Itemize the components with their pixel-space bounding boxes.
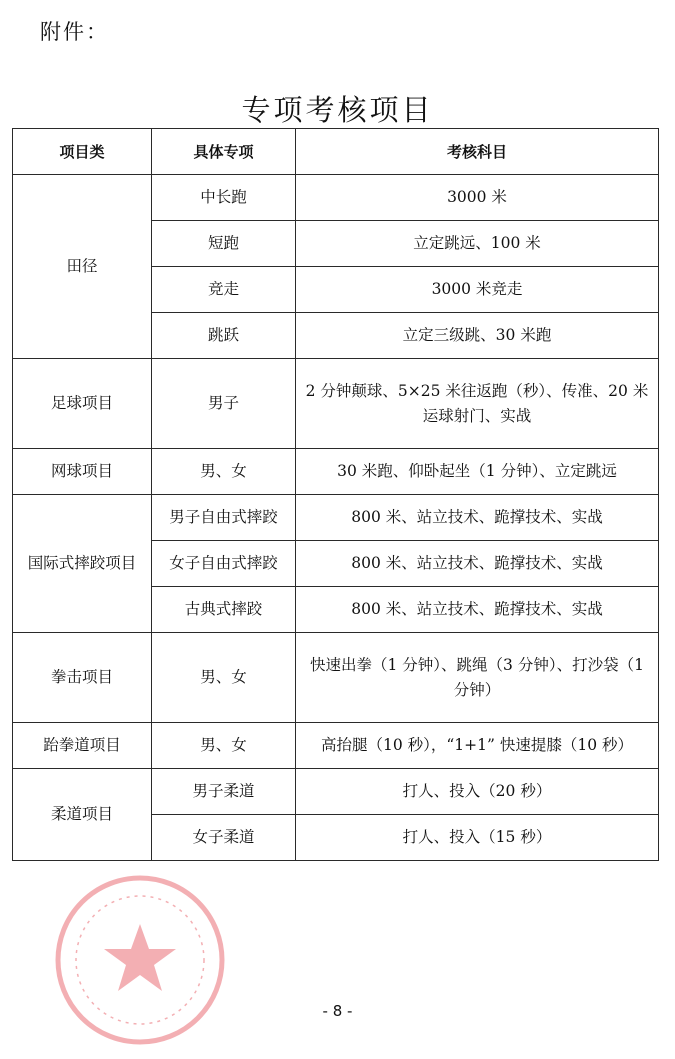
- subjects-cell: 800 米、站立技术、跪撑技术、实战: [296, 541, 659, 587]
- specialty-cell: 男子自由式摔跤: [152, 495, 296, 541]
- category-cell: 拳击项目: [13, 633, 152, 723]
- header-subjects: 考核科目: [296, 129, 659, 175]
- subjects-cell: 打人、投入（20 秒）: [296, 769, 659, 815]
- subjects-cell: 快速出拳（1 分钟）、跳绳（3 分钟）、打沙袋（1 分钟）: [296, 633, 659, 723]
- document-title: 专项考核项目: [241, 93, 434, 127]
- specialty-cell: 男子柔道: [152, 769, 296, 815]
- table-header-row: [13, 129, 659, 175]
- category-cell: 跆拳道项目: [13, 723, 152, 769]
- category-cell: 国际式摔跤项目: [13, 495, 152, 633]
- specialty-cell: 男、女: [152, 633, 296, 723]
- specialty-cell: 古典式摔跤: [152, 587, 296, 633]
- specialty-cell: 男、女: [152, 449, 296, 495]
- subjects-cell: 3000 米: [296, 175, 659, 221]
- category-cell: 田径: [13, 175, 152, 359]
- page-number: - 8 -: [322, 1002, 353, 1020]
- subjects-cell: 高抬腿（10 秒），“1+1” 快速提膝（10 秒）: [296, 723, 659, 769]
- specialty-cell: 中长跑: [152, 175, 296, 221]
- specialty-cell: 女子柔道: [152, 815, 296, 861]
- table-row: [13, 359, 659, 449]
- specialty-cell: 男、女: [152, 723, 296, 769]
- category-cell: 网球项目: [13, 449, 152, 495]
- subjects-cell: 3000 米竞走: [296, 267, 659, 313]
- subjects-cell: 30 米跑、仰卧起坐（1 分钟）、立定跳远: [296, 449, 659, 495]
- table-row: [13, 769, 659, 815]
- star-icon: [104, 924, 176, 991]
- table-row: [13, 723, 659, 769]
- subjects-cell: 800 米、站立技术、跪撑技术、实战: [296, 495, 659, 541]
- header-specialty: 具体专项: [152, 129, 296, 175]
- subjects-cell: 打人、投入（15 秒）: [296, 815, 659, 861]
- category-cell: 柔道项目: [13, 769, 152, 861]
- category-cell: 足球项目: [13, 359, 152, 449]
- official-seal-stamp: [52, 872, 228, 1048]
- specialty-cell: 男子: [152, 359, 296, 449]
- specialty-cell: 竞走: [152, 267, 296, 313]
- specialty-cell: 跳跃: [152, 313, 296, 359]
- specialty-cell: 女子自由式摔跤: [152, 541, 296, 587]
- header-category: 项目类: [13, 129, 152, 175]
- attachment-label: 附件：: [40, 20, 109, 44]
- subjects-cell: 立定跳远、100 米: [296, 221, 659, 267]
- subjects-cell: 立定三级跳、30 米跑: [296, 313, 659, 359]
- assessment-table: [12, 128, 659, 861]
- table-row: [13, 495, 659, 541]
- table-row: [13, 633, 659, 723]
- table-row: [13, 449, 659, 495]
- subjects-cell: 2 分钟颠球、5×25 米往返跑（秒）、传准、20 米运球射门、实战: [296, 359, 659, 449]
- table-row: [13, 175, 659, 221]
- subjects-cell: 800 米、站立技术、跪撑技术、实战: [296, 587, 659, 633]
- specialty-cell: 短跑: [152, 221, 296, 267]
